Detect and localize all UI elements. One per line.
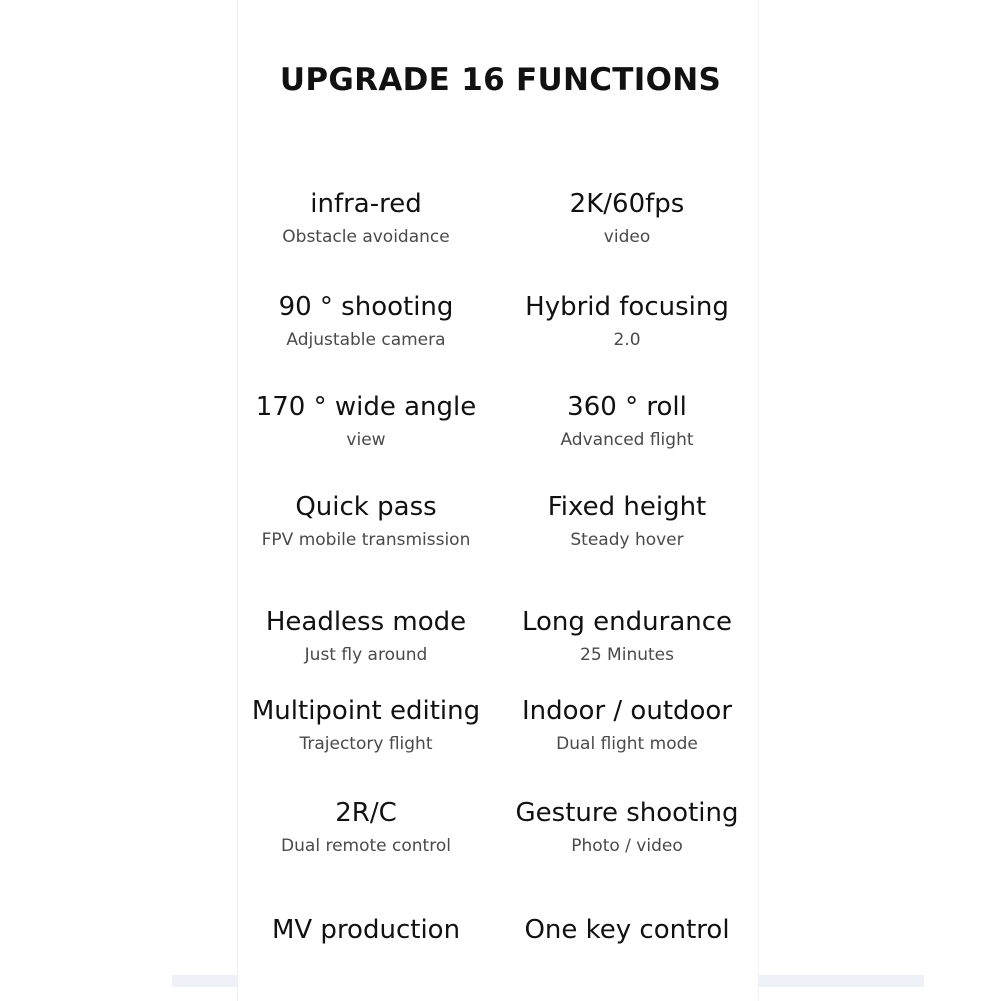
feature-desc: Adjustable camera — [286, 330, 446, 350]
footer-strip-left — [172, 975, 238, 987]
feature-fixed-height — [477, 491, 777, 551]
feature-name: Headless mode — [265, 607, 467, 637]
feature-desc: Dual flight mode — [556, 734, 698, 754]
feature-170-wide-angle — [216, 391, 516, 451]
feature-name: MV production — [271, 915, 461, 945]
feature-one-key-control — [477, 914, 777, 946]
feature-name: 2R/C — [335, 798, 397, 828]
feature-desc: video — [603, 227, 651, 247]
feature-name: infra-red — [310, 189, 422, 219]
feature-quick-pass — [216, 491, 516, 551]
feature-multipoint-editing — [216, 695, 516, 755]
feature-2k-60fps — [477, 188, 777, 248]
feature-name: Quick pass — [295, 492, 437, 522]
feature-hybrid-focusing — [477, 291, 777, 351]
feature-360-roll — [477, 391, 777, 451]
feature-name: 2K/60fps — [569, 189, 685, 219]
feature-90-shooting — [216, 291, 516, 351]
feature-desc: Just fly around — [304, 645, 428, 665]
feature-name: 360 ° roll — [567, 392, 687, 422]
feature-desc: FPV mobile transmission — [261, 530, 471, 550]
feature-desc: Steady hover — [570, 530, 684, 550]
feature-name: 170 ° wide angle — [255, 392, 477, 422]
feature-desc: Photo / video — [571, 836, 683, 856]
feature-desc: view — [346, 430, 386, 450]
feature-indoor-outdoor — [477, 695, 777, 755]
feature-infra-red — [216, 188, 516, 248]
feature-desc: 2.0 — [613, 330, 641, 350]
feature-desc: Trajectory flight — [299, 734, 433, 754]
feature-name: Fixed height — [547, 492, 707, 522]
feature-name: Long endurance — [521, 607, 733, 637]
feature-name: 90 ° shooting — [278, 292, 454, 322]
feature-2rc — [216, 797, 516, 857]
feature-name: Indoor / outdoor — [521, 696, 733, 726]
feature-name: One key control — [524, 915, 730, 945]
page-title: UPGRADE 16 FUNCTIONS — [279, 62, 722, 98]
feature-name: Gesture shooting — [515, 798, 739, 828]
feature-desc: Dual remote control — [281, 836, 451, 856]
feature-name: Multipoint editing — [251, 696, 481, 726]
feature-desc: 25 Minutes — [580, 645, 674, 665]
feature-mv-production — [216, 914, 516, 946]
footer-strip-right — [758, 975, 924, 987]
feature-desc: Advanced flight — [560, 430, 694, 450]
feature-name: Hybrid focusing — [525, 292, 729, 322]
feature-long-endurance — [477, 606, 777, 666]
feature-gesture-shooting — [477, 797, 777, 857]
feature-desc: Obstacle avoidance — [282, 227, 450, 247]
feature-headless-mode — [216, 606, 516, 666]
